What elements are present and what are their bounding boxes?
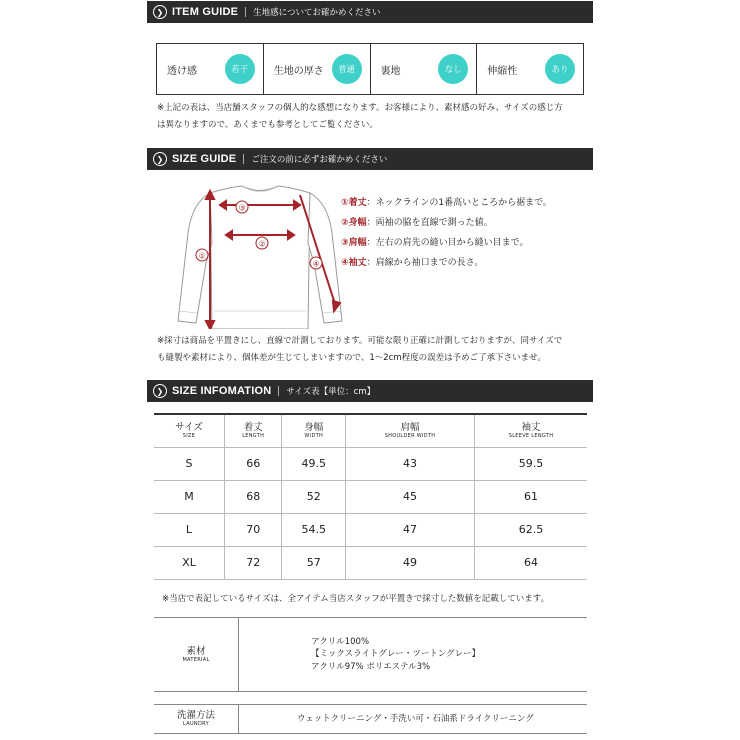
legend-desc: ：両袖の脇を直線で測った値。 bbox=[366, 218, 493, 228]
diagram-mark-4: ④ bbox=[312, 259, 320, 269]
diagram-mark-1: ① bbox=[198, 251, 206, 261]
legend-key: ①着丈 bbox=[341, 198, 367, 208]
chevron-right-icon: ❯ bbox=[153, 5, 167, 19]
table-cell: 47 bbox=[346, 513, 475, 546]
col-header-ja: サイズ bbox=[175, 421, 203, 433]
col-header-en: WIDTH bbox=[304, 432, 324, 439]
legend-key: ②身幅 bbox=[341, 218, 367, 228]
material-line: 【ミックスライトグレー・ツートングレー】 bbox=[311, 649, 481, 660]
material-label-ja: 素材 bbox=[186, 645, 206, 657]
laundry-label-en: LAUNDRY bbox=[183, 721, 209, 727]
divider bbox=[245, 7, 246, 17]
table-cell: 62.5 bbox=[475, 513, 587, 546]
fabric-attr-transparency bbox=[157, 44, 264, 94]
size-guide-subtitle: ご注文の前に必ずお確かめください bbox=[251, 155, 388, 165]
laundry-row bbox=[154, 704, 587, 734]
fabric-attr-stretch bbox=[477, 44, 583, 94]
legend-desc: ：左右の肩先の縫い目から縫い目まで。 bbox=[366, 238, 529, 248]
size-table-header-row bbox=[154, 414, 587, 447]
diagram-mark-3: ③ bbox=[238, 203, 246, 213]
legend-desc: ：肩線から袖口までの長さ。 bbox=[366, 258, 484, 268]
legend-item bbox=[341, 193, 552, 213]
col-header-sleeve bbox=[475, 414, 587, 447]
laundry-label-ja: 洗濯方法 bbox=[176, 710, 215, 721]
material-label-en: MATERIAL bbox=[182, 656, 210, 663]
table-cell: 70 bbox=[225, 513, 282, 546]
col-header-ja: 身幅 bbox=[304, 421, 324, 433]
table-row bbox=[154, 513, 587, 546]
material-label bbox=[154, 618, 239, 691]
table-cell: 68 bbox=[225, 480, 282, 513]
table-cell: 43 bbox=[346, 447, 475, 480]
fabric-feel-table bbox=[156, 43, 584, 95]
table-cell: 66 bbox=[225, 447, 282, 480]
legend-item bbox=[341, 253, 552, 273]
col-header-length bbox=[225, 414, 282, 447]
size-info-title: SIZE INFOMATION bbox=[172, 385, 272, 397]
note-line: は異なりますので、あくまでも参考としてご覧ください。 bbox=[157, 120, 378, 130]
fabric-attr-label: 伸縮性 bbox=[487, 65, 518, 77]
measurement-legend bbox=[341, 193, 552, 273]
legend-desc: ：ネックラインの1番高いところから裾まで。 bbox=[366, 198, 552, 208]
table-row bbox=[154, 480, 587, 513]
col-header-ja: 袖丈 bbox=[521, 421, 541, 433]
table-row bbox=[154, 546, 587, 579]
col-header-en: SLEEVE LENGTH bbox=[508, 432, 554, 439]
material-line: アクリル97% ポリエステル3% bbox=[311, 661, 431, 672]
laundry-value: ウェットクリーニング・手洗い可・石油系ドライクリーニング bbox=[297, 713, 534, 724]
item-guide-header bbox=[147, 1, 593, 23]
table-cell: 64 bbox=[475, 546, 587, 579]
col-header-en: SIZE bbox=[182, 432, 196, 439]
size-info-header bbox=[147, 380, 593, 402]
table-cell: 54.5 bbox=[282, 513, 346, 546]
table-cell: 61 bbox=[475, 480, 587, 513]
size-table bbox=[154, 413, 587, 580]
fabric-attr-value: 普通 bbox=[332, 54, 362, 84]
col-header-width bbox=[282, 414, 346, 447]
size-guide-header bbox=[147, 148, 593, 170]
item-guide-title: ITEM GUIDE bbox=[172, 6, 239, 18]
material-row bbox=[154, 617, 587, 692]
legend-key: ④袖丈 bbox=[341, 258, 367, 268]
fabric-attr-thickness bbox=[264, 44, 371, 94]
size-info-subtitle: サイズ表【単位：cm】 bbox=[286, 387, 376, 397]
table-cell: XL bbox=[154, 546, 225, 579]
table-row bbox=[154, 447, 587, 480]
table-cell: L bbox=[154, 513, 225, 546]
size-info-note: ※当店で表記しているサイズは、全アイテム当店スタッフが平置きで採寸した数値を記載しています。 bbox=[162, 594, 550, 604]
table-cell: M bbox=[154, 480, 225, 513]
legend-item bbox=[341, 233, 552, 253]
sweater-measurement-diagram bbox=[170, 183, 350, 329]
material-value bbox=[239, 618, 587, 691]
fabric-attr-value: あり bbox=[545, 54, 575, 84]
fabric-attr-label: 裏地 bbox=[380, 65, 401, 77]
table-cell: 49.5 bbox=[282, 447, 346, 480]
table-cell: 52 bbox=[282, 480, 346, 513]
note-line: ※上記の表は、当店舗スタッフの個人的な感想になります。お客様により、素材感の好み、サイズの感じ方 bbox=[157, 103, 563, 113]
fabric-attr-value: 若干 bbox=[225, 54, 255, 84]
table-cell: 59.5 bbox=[475, 447, 587, 480]
col-header-shoulder bbox=[346, 414, 475, 447]
size-guide-note bbox=[157, 333, 597, 367]
note-line: も縫製や素材により、個体差が生じてしまいますので、1〜2cm程度の誤差は予めご了承下さいませ。 bbox=[157, 353, 546, 363]
chevron-right-icon: ❯ bbox=[153, 152, 167, 166]
legend-item bbox=[341, 213, 552, 233]
size-guide-title: SIZE GUIDE bbox=[172, 153, 237, 165]
col-header-ja: 着丈 bbox=[243, 421, 263, 433]
material-line: アクリル100% bbox=[311, 636, 370, 647]
table-cell: S bbox=[154, 447, 225, 480]
table-cell: 57 bbox=[282, 546, 346, 579]
col-header-size bbox=[154, 414, 225, 447]
laundry-label bbox=[154, 705, 239, 733]
note-line: ※採寸は商品を平置きにし、直線で計測しております。可能な限り正確に計測しておりますが、同サイズで bbox=[157, 336, 563, 346]
col-header-en: LENGTH bbox=[242, 432, 265, 439]
col-header-ja: 肩幅 bbox=[400, 421, 420, 433]
fabric-attr-label: 生地の厚さ bbox=[273, 65, 324, 77]
item-guide-note bbox=[157, 100, 597, 134]
diagram-mark-2: ② bbox=[258, 239, 266, 249]
chevron-right-icon: ❯ bbox=[153, 384, 167, 398]
table-cell: 72 bbox=[225, 546, 282, 579]
fabric-attr-lining bbox=[371, 44, 478, 94]
col-header-en: SHOULDER WIDTH bbox=[384, 432, 436, 439]
fabric-attr-value: なし bbox=[438, 54, 468, 84]
legend-key: ③肩幅 bbox=[341, 238, 367, 248]
divider bbox=[243, 154, 244, 164]
divider bbox=[278, 386, 279, 396]
item-guide-subtitle: 生地感についてお確かめください bbox=[253, 8, 381, 18]
table-cell: 49 bbox=[346, 546, 475, 579]
table-cell: 45 bbox=[346, 480, 475, 513]
fabric-attr-label: 透け感 bbox=[167, 65, 197, 77]
